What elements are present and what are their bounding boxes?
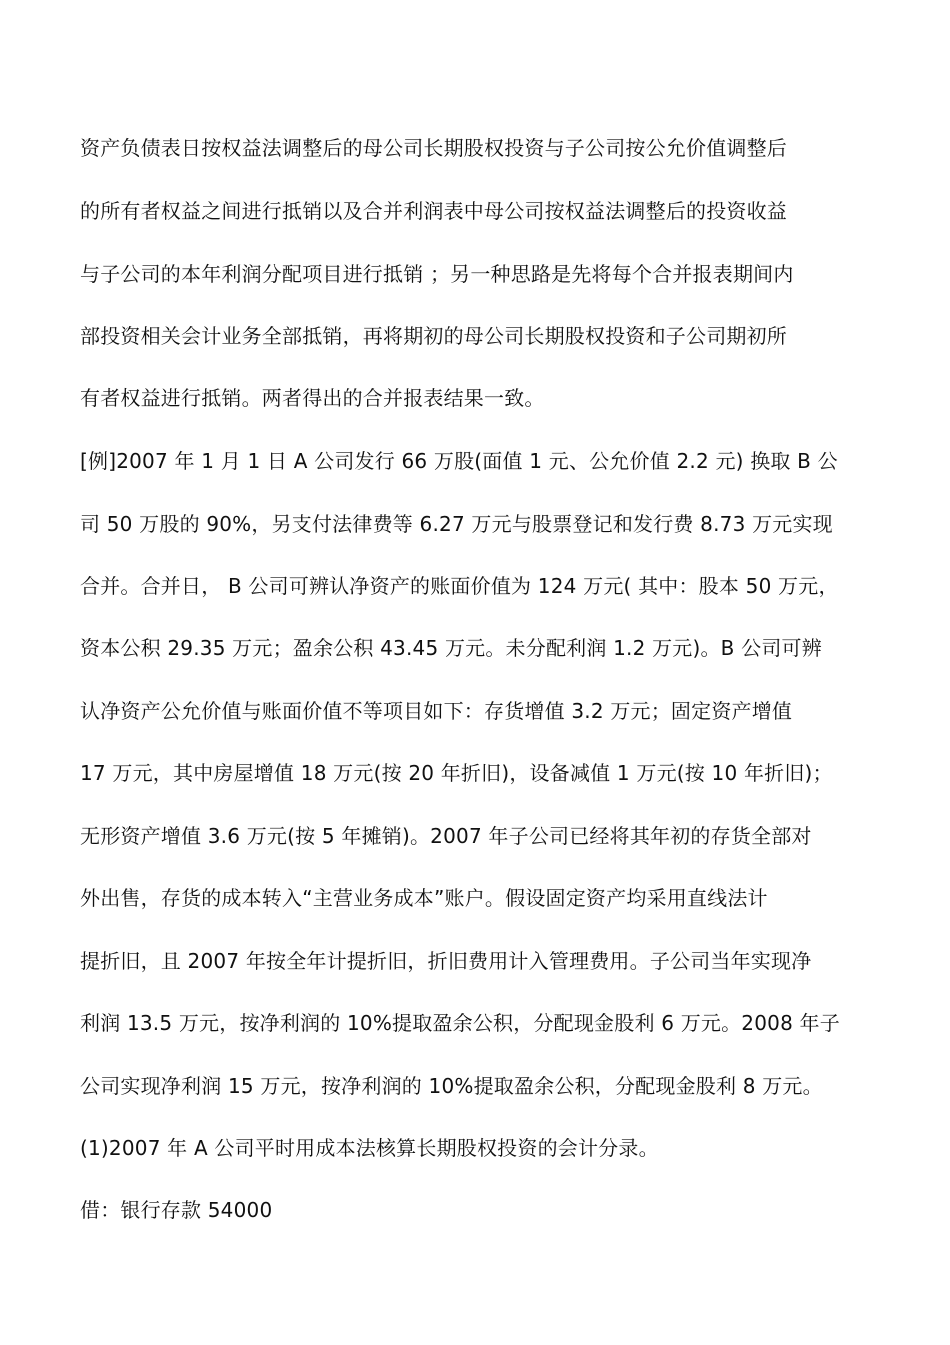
text-line: 无形资产增值 3.6 万元(按 5 年摊销)。2007 年子公司已经将其年初的存货全部对 [80,824,812,848]
text-line: 提折旧，且 2007 年按全年计提折旧，折旧费用计入管理费用。子公司当年实现净 [80,949,812,973]
text-line: 借：银行存款 54000 [80,1198,273,1222]
text-line: [例]2007 年 1 月 1 日 A 公司发行 66 万股(面值 1 元、公允价值 2.2 元) 换取 B 公 [80,449,838,473]
text-line: 与子公司的本年利润分配项目进行抵销 ；另一种思路是先将每个合并报表期间内 [80,262,794,286]
text-line: 有者权益进行抵销。两者得出的合并报表结果一致。 [80,386,545,410]
text-line: 利润 13.5 万元，按净利润的 10%提取盈余公积，分配现金股利 6 万元。2008 年子 [80,1011,840,1035]
text-line: 资本公积 29.35 万元；盈余公积 43.45 万元。未分配利润 1.2 万元)。B 公司可辨 [80,636,822,660]
text-line: 资产负债表日按权益法调整后的母公司长期股权投资与子公司按公允价值调整后 [80,136,787,160]
text-line: 部投资相关会计业务全部抵销，再将期初的母公司长期股权投资和子公司期初所 [80,324,787,348]
text-line: 司 50 万股的 90%，另支付法律费等 6.27 万元与股票登记和发行费 8.73 万元实现 [80,512,833,536]
text-line: 合并。合并日， B 公司可辨认净资产的账面价值为 124 万元( 其中：股本 50 万元， [80,574,839,598]
text-line: 的所有者权益之间进行抵销以及合并利润表中母公司按权益法调整后的投资收益 [80,199,787,223]
text-line: 外出售，存货的成本转入“主营业务成本”账户。假设固定资产均采用直线法计 [80,886,768,910]
text-line: 17 万元，其中房屋增值 18 万元(按 20 年折旧)，设备减值 1 万元(按 10 年折旧)； [80,761,833,785]
text-line: 认净资产公允价值与账面价值不等项目如下：存货增值 3.2 万元；固定资产增值 [80,699,793,723]
text-line: (1)2007 年 A 公司平时用成本法核算长期股权投资的会计分录。 [80,1136,659,1160]
text-line: 公司实现净利润 15 万元，按净利润的 10%提取盈余公积，分配现金股利 8 万元。 [80,1074,823,1098]
